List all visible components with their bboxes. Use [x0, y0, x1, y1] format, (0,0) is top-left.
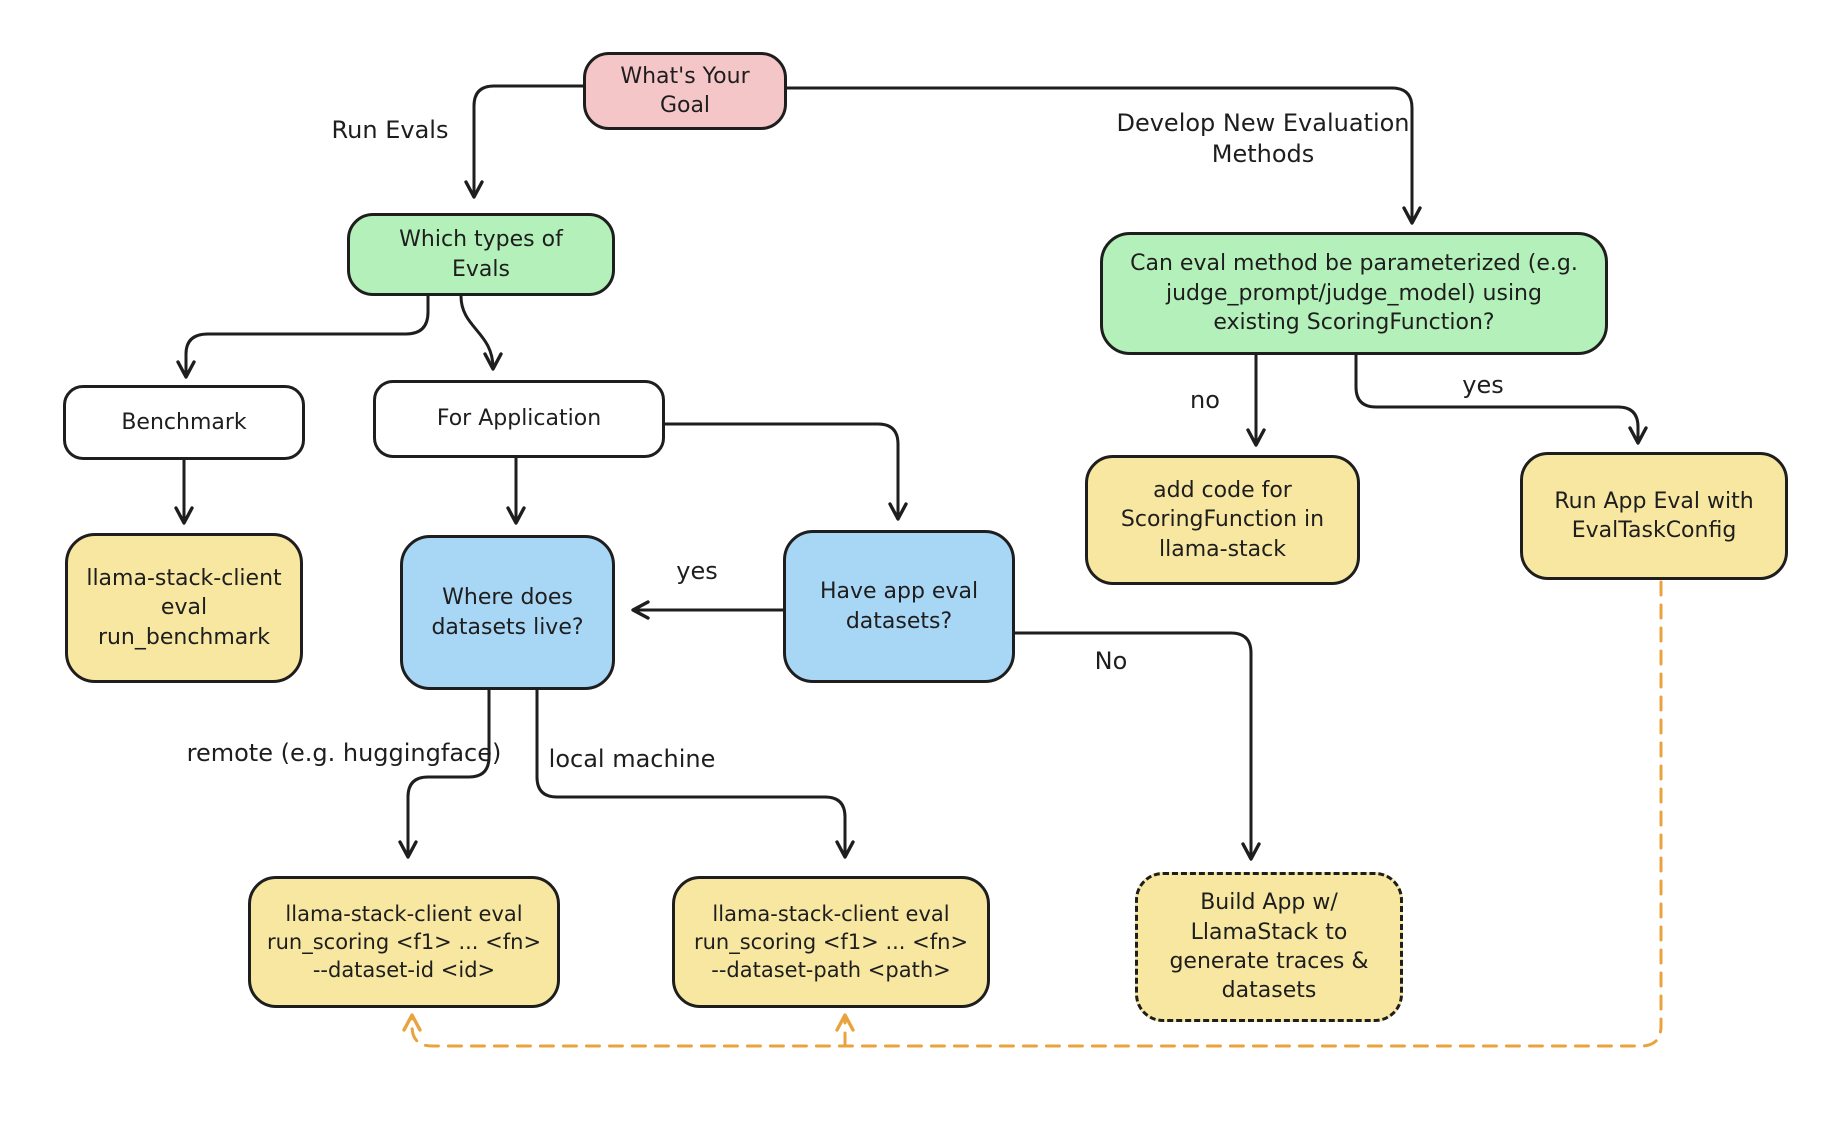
node-whats-your-goal: What's Your Goal [583, 52, 787, 130]
node-benchmark: Benchmark [63, 385, 305, 460]
label-remote-huggingface: remote (e.g. huggingface) [186, 739, 502, 767]
label-yes-parameterized: yes [1462, 371, 1504, 399]
edge-which-types-to-for-application [461, 296, 493, 368]
label-no-parameterized: no [1190, 386, 1220, 414]
node-add-code-scoring-function: add code for ScoringFunction in llama-stack [1085, 455, 1360, 585]
label-no-have-datasets: No [1094, 647, 1128, 675]
node-for-application: For Application [373, 380, 665, 458]
node-run-app-eval: Run App Eval with EvalTaskConfig [1520, 452, 1788, 580]
node-run-scoring-dataset-id: llama-stack-client eval run_scoring <f1> ... <fn> --dataset-id <id> [248, 876, 560, 1008]
edge-where-datasets-remote-to-run-scoring-id [408, 690, 489, 856]
node-can-eval-be-parameterized: Can eval method be parameterized (e.g. judge_prompt/judge_model) using existing ScoringFunction? [1100, 232, 1608, 355]
label-local-machine: local machine [548, 745, 716, 773]
label-yes-have-datasets: yes [676, 557, 718, 585]
node-which-types-of-evals: Which types of Evals [347, 213, 615, 296]
node-run-scoring-dataset-path: llama-stack-client eval run_scoring <f1> ... <fn> --dataset-path <path> [672, 876, 990, 1008]
node-run-benchmark-command: llama-stack-client eval run_benchmark [65, 533, 303, 683]
edge-for-application-to-have-datasets [665, 424, 898, 518]
edge-goal-to-which-types [474, 86, 583, 196]
label-run-evals: Run Evals [331, 116, 449, 144]
node-where-does-datasets-live: Where does datasets live? [400, 535, 615, 690]
node-build-app-llamastack: Build App w/ LlamaStack to generate traces & datasets [1135, 872, 1403, 1022]
edge-which-types-to-benchmark [186, 296, 428, 376]
label-develop-new-evaluation-methods: Develop New Evaluation Methods [1116, 109, 1410, 169]
node-have-app-eval-datasets: Have app eval datasets? [783, 530, 1015, 683]
edge-have-datasets-no-to-build-app [1015, 633, 1251, 858]
